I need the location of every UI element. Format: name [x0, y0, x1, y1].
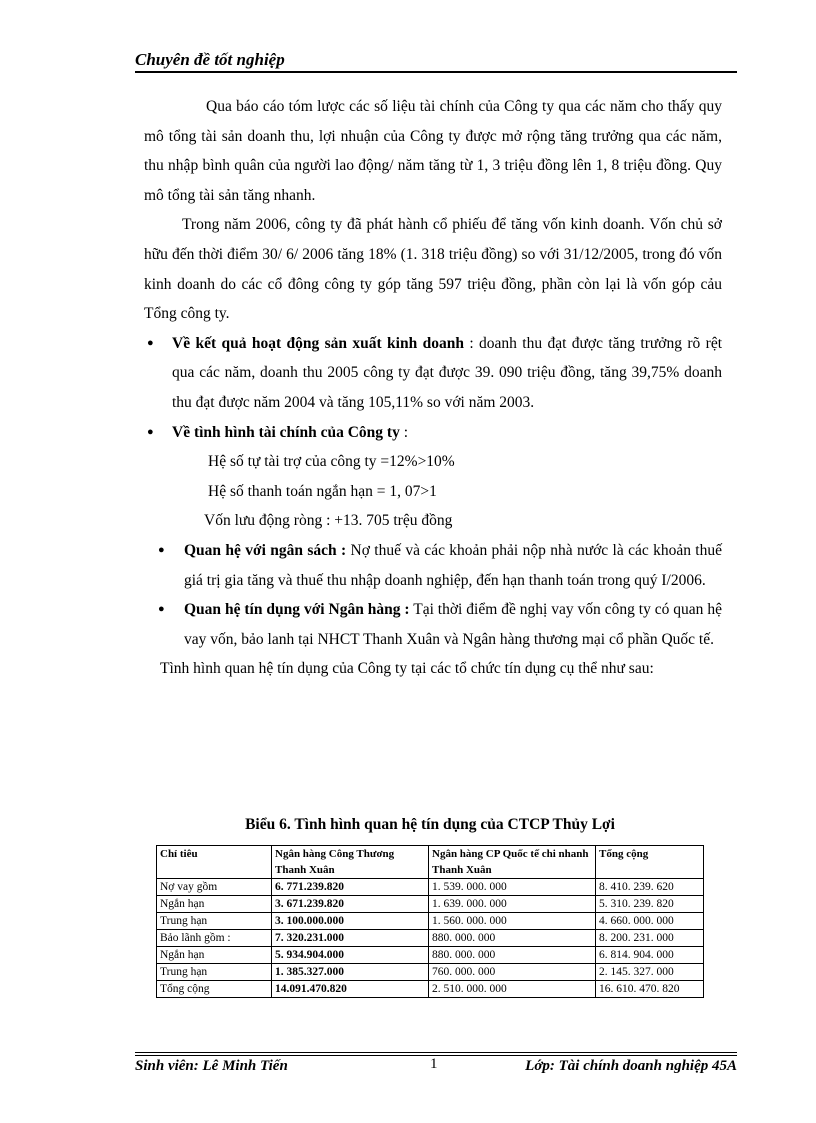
- metric-net-working-capital: Vốn lưu động ròng : +13. 705 trệu đồng: [204, 512, 453, 530]
- column-header: Tổng cộng: [596, 846, 704, 879]
- bullet-bank-credit-title: Quan hệ tín dụng với Ngân hàng :: [184, 601, 410, 619]
- table-row: [157, 913, 704, 930]
- bullet-bank-credit: [144, 595, 722, 654]
- table-cell: 1. 639. 000. 000: [429, 896, 596, 913]
- table-cell: 6. 814. 904. 000: [596, 947, 704, 964]
- paragraph-summary: Qua báo cáo tóm lược các số liệu tài chính của Công ty qua các năm cho thấy quy mô tổng tài sản doanh thu, lợi nhuận của Công ty được mở rộng tăng trưởng qua các năm, thu nhập bình quân của người lao động/ năm tăng từ 1, 3 triệu đồng lên 1, 8 triệu đồng. Quy mô tổng tài sản tăng nhanh.: [144, 98, 722, 204]
- bullet-financial-situation: [144, 418, 722, 448]
- table-row: [157, 896, 704, 913]
- metric-short-term-liquidity: Hệ số thanh toán ngắn hạn = 1, 07>1: [208, 482, 437, 500]
- table-row: [157, 879, 704, 896]
- bullet-bank-credit-text: Tại thời điểm đề nghị vay vốn công ty có quan hệ vay vốn, bảo lanh tại NHCT Thanh Xuân và Ngân hàng thương mại cổ phần Quốc tế.: [184, 601, 722, 648]
- table-cell: 7. 320.231.000: [272, 930, 429, 947]
- header-rule: [135, 71, 737, 73]
- page-number: 1: [430, 1056, 438, 1072]
- footer-class: Lớp: Tài chính doanh nghiệp 45A: [525, 1058, 737, 1074]
- table-cell: 5. 934.904.000: [272, 947, 429, 964]
- table-cell: Tổng cộng: [157, 981, 272, 998]
- document-body: [144, 92, 722, 684]
- bullet-financial-situation-title: Về tình hình tài chính của Công ty: [172, 423, 400, 441]
- bullet-financial-situation-text: :: [399, 423, 409, 441]
- table-cell: Bảo lãnh gồm :: [157, 930, 272, 947]
- column-header: Ngân hàng CP Quốc tế chi nhanh Thanh Xuân: [429, 846, 596, 879]
- table-cell: Trung hạn: [157, 964, 272, 981]
- footer-student: Sinh viên: Lê Minh Tiến: [135, 1058, 288, 1074]
- table-row: [157, 981, 704, 998]
- bullet-business-results-title: Về kết quả hoạt động sản xuất kinh doanh: [172, 334, 464, 352]
- table-cell: 2. 510. 000. 000: [429, 981, 596, 998]
- bullet-budget-relations: [144, 536, 722, 595]
- table-cell: 14.091.470.820: [272, 981, 429, 998]
- table-cell: 3. 100.000.000: [272, 913, 429, 930]
- footer-rule: [135, 1052, 737, 1053]
- table-cell: 2. 145. 327. 000: [596, 964, 704, 981]
- table-cell: 1. 539. 000. 000: [429, 879, 596, 896]
- table-cell: 3. 671.239.820: [272, 896, 429, 913]
- bullet-budget-relations-text: Nợ thuế và các khoản phải nộp nhà nước là các khoản thuế giá trị gia tăng và thuế thu nhập doanh nghiệp, đến hạn thanh toán trong quý I/2006.: [184, 541, 722, 589]
- table-row: [157, 930, 704, 947]
- paragraph-credit-intro: Tình hình quan hệ tín dụng của Công ty tại các tổ chức tín dụng cụ thể như sau:: [160, 660, 654, 678]
- bullet-budget-relations-title: Quan hệ với ngân sách :: [184, 541, 347, 559]
- table-cell: 1. 385.327.000: [272, 964, 429, 981]
- bullet-business-results-text: : doanh thu đạt được tăng trưởng rõ rệt qua các năm, doanh thu 2005 công ty đạt được 39. 090 triệu đồng, tăng 39,75% doanh thu đạt được năm 2004 và tăng 105,11% so với năm 2003.: [172, 334, 723, 411]
- table-header-row: [157, 846, 704, 879]
- column-header: Chỉ tiêu: [157, 846, 272, 879]
- table-cell: 1. 560. 000. 000: [429, 913, 596, 930]
- page-header-title: Chuyên đề tốt nghiệp: [135, 50, 285, 69]
- table-cell: 760. 000. 000: [429, 964, 596, 981]
- credit-table: [156, 845, 704, 998]
- table-row: [157, 964, 704, 981]
- bullet-business-results: [144, 329, 722, 418]
- table-cell: 4. 660. 000. 000: [596, 913, 704, 930]
- paragraph-capital: Trong năm 2006, công ty đã phát hành cổ phiếu để tăng vốn kinh doanh. Vốn chủ sở hữu đến thời điểm 30/ 6/ 2006 tăng 18% (1. 318 triệu đồng) so với 31/12/2005, trong đó vốn kinh doanh do các cổ đông công ty góp tăng 597 triệu đồng, phần còn lại là vốn góp cảu Tổng công ty.: [144, 216, 722, 323]
- table-cell: 8. 200. 231. 000: [596, 930, 704, 947]
- table-cell: 880. 000. 000: [429, 947, 596, 964]
- table-cell: 16. 610. 470. 820: [596, 981, 704, 998]
- column-header: Ngân hàng Công Thương Thanh Xuân: [272, 846, 429, 879]
- table-cell: 880. 000. 000: [429, 930, 596, 947]
- metric-self-financing: Hệ số tự tài trợ của công ty =12%>10%: [208, 453, 455, 471]
- table-row: [157, 947, 704, 964]
- table-cell: Ngắn hạn: [157, 947, 272, 964]
- table-cell: Trung hạn: [157, 913, 272, 930]
- table-cell: Nợ vay gồm: [157, 879, 272, 896]
- table-caption: Biểu 6. Tình hình quan hệ tín dụng của CTCP Thủy Lợi: [245, 816, 615, 833]
- table-cell: 6. 771.239.820: [272, 879, 429, 896]
- table-cell: 5. 310. 239. 820: [596, 896, 704, 913]
- table-cell: Ngắn hạn: [157, 896, 272, 913]
- table-cell: 8. 410. 239. 620: [596, 879, 704, 896]
